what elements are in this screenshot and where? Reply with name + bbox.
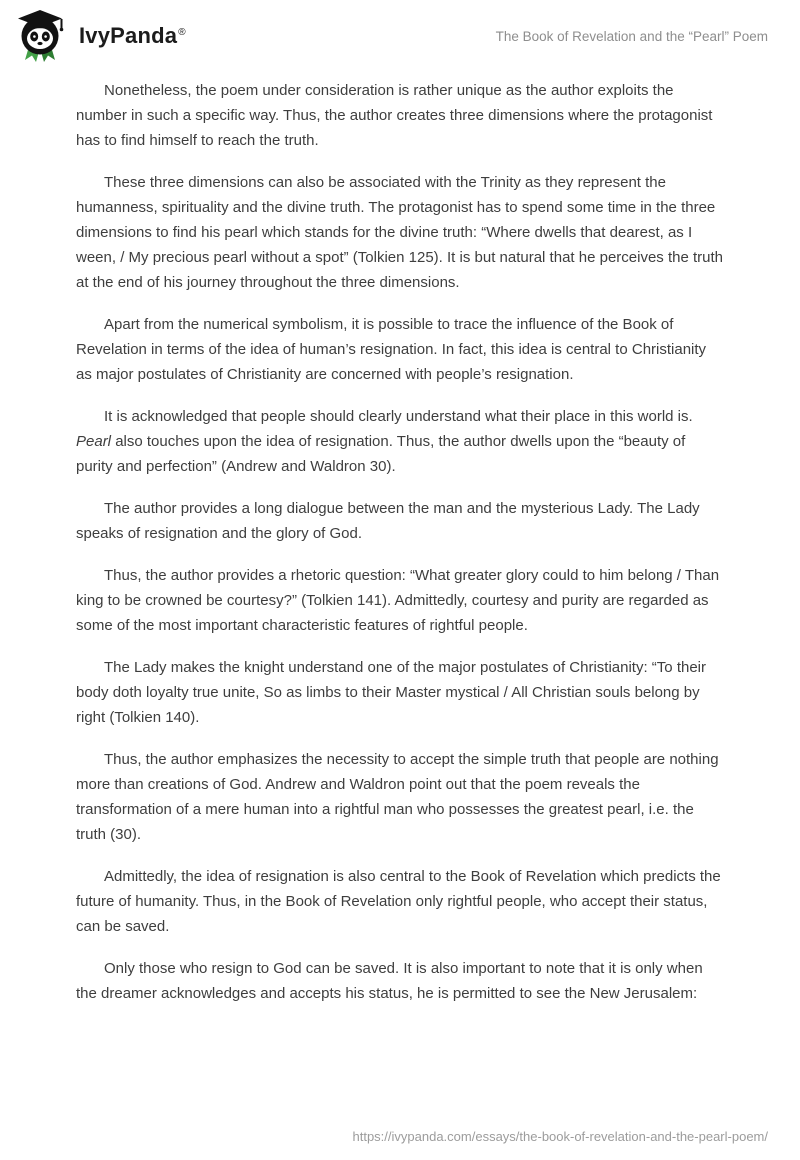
text-run: also touches upon the idea of resignation. Thus, the author dwells upon the “beauty of purity and perfection” (Andrew and Waldron 30). [76,433,686,475]
paragraph [76,496,723,546]
paragraph [76,956,723,1006]
brand[interactable] [14,9,186,63]
text-run: Thus, the author provides a rhetoric question: “What greater glory could to him belong / Than king to be crowned be courtesy?” (Tolkien 141). Admittedly, courtesy and purity are regarded as some of the most important characteristic features of rightful people. [76,567,720,634]
paragraph [76,170,723,295]
paragraph [76,78,723,153]
text-run: Only those who resign to God can be saved. It is also important to note that it is only when the dreamer acknowledges and accepts his status, he is permitted to see the New Jerusalem: [76,960,703,1002]
document-title: The Book of Revelation and the “Pearl” Poem [495,28,768,44]
text-run: Thus, the author emphasizes the necessity to accept the simple truth that people are nothing more than creations of God. Andrew and Waldron point out that the poem reveals the transformation of a mere human into a rightful man who possesses the greatest pearl, i.e. the truth (30). [76,751,719,843]
footer [353,1128,769,1146]
source-url-link[interactable]: https://ivypanda.com/essays/the-book-of-revelation-and-the-pearl-poem/ [352,1129,768,1144]
paragraph [76,655,723,730]
italic-text-run: Pearl [76,433,112,450]
registered-trademark: ® [178,26,186,38]
header [0,0,800,62]
paragraph [76,563,723,638]
paragraph [76,312,723,387]
paragraph [76,404,723,479]
paragraph [76,864,723,939]
text-run: Apart from the numerical symbolism, it is possible to trace the influence of the Book of Revelation in terms of the idea of human’s resignation. In fact, this idea is central to Christianity as major postulates of Christianity are concerned with people’s resignation. [76,316,707,383]
text-run: Nonetheless, the poem under consideration is rather unique as the author exploits the number in such a specific way. Thus, the author creates three dimensions where the protagonist has to find himself to reach the truth. [76,82,713,149]
paragraph [76,747,723,847]
text-run: It is acknowledged that people should clearly understand what their place in this world is. [104,408,693,425]
text-run: These three dimensions can also be associated with the Trinity as they represent the humanness, spirituality and the divine truth. The protagonist has to spend some time in the three dimensions to find his pearl which stands for the divine truth: “Where dwells that dearest, as I ween, / My precious pearl without a spot” (Tolkien 125). It is but natural that he perceives the truth at the end of his journey throughout the three dimensions. [76,174,723,291]
ivypanda-panda-logo-icon [14,9,66,63]
article-body [0,62,800,1006]
text-run: The author provides a long dialogue between the man and the mysterious Lady. The Lady speaks of resignation and the glory of God. [76,500,700,542]
text-run: Admittedly, the idea of resignation is also central to the Book of Revelation which predicts the future of humanity. Thus, in the Book of Revelation only rightful people, who accept their status, can be saved. [76,868,721,935]
brand-name: IvyPanda® [79,23,186,48]
text-run: The Lady makes the knight understand one of the major postulates of Christianity: “To their body doth loyalty true unite, So as limbs to their Master mystical / All Christian souls belong by right (Tolkien 140). [76,659,706,726]
